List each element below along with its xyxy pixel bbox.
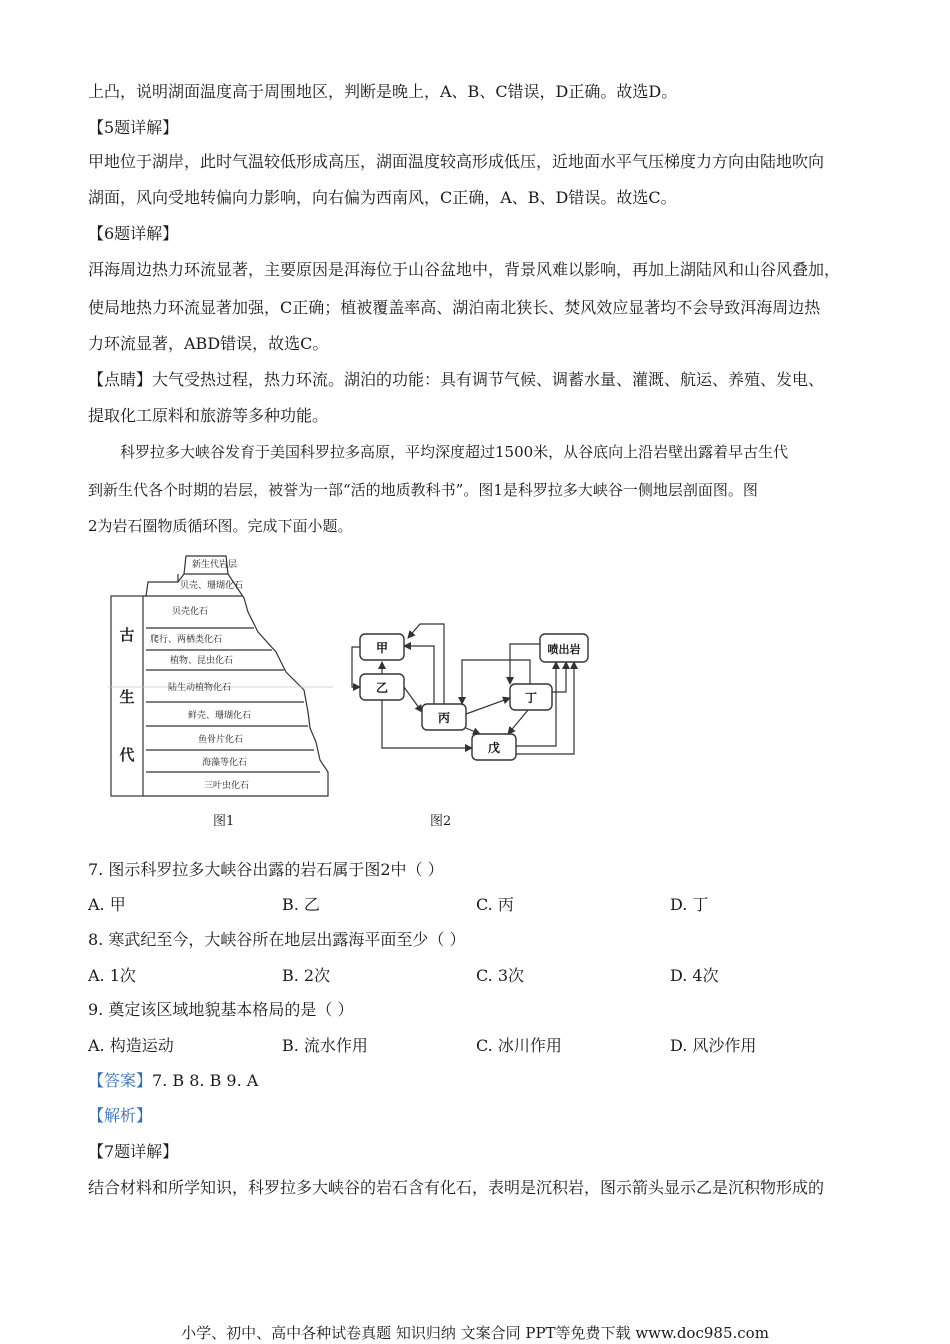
- label-yi: 乙: [375, 681, 389, 695]
- q9-option-a: A. 构造运动: [88, 1036, 174, 1055]
- q7-option-c: C. 丙: [476, 895, 514, 914]
- q7-option-a: A. 甲: [88, 895, 126, 914]
- layer-label: 爬行、两栖类化石: [150, 635, 223, 645]
- text-line-7: 使局地热力环流显著加强，C正确；植被覆盖率高、湖泊南北狭长、焚风效应显著均不会导致洱海周边热: [88, 298, 821, 317]
- text-line-10: 提取化工原料和旅游等多种功能。: [88, 406, 329, 425]
- q9-option-c: C. 冰川作用: [476, 1036, 562, 1055]
- figure1-caption: 图1: [213, 814, 235, 829]
- question-9-stem: 9. 奠定该区域地貌基本格局的是（ ）: [88, 1000, 354, 1019]
- layer-label: 植物、昆虫化石: [170, 656, 234, 666]
- q9-option-b: B. 流水作用: [282, 1036, 368, 1055]
- era-char-2: 生: [119, 688, 135, 706]
- era-char-3: 代: [119, 746, 135, 764]
- q8-option-d: D. 4次: [670, 966, 719, 985]
- heading-q6-detail: 【6题详解】: [88, 224, 179, 243]
- era-char-1: 古: [119, 626, 135, 644]
- passage-line-3: 2为岩石圈物质循环图。完成下面小题。: [88, 517, 353, 535]
- q7-option-b: B. 乙: [282, 895, 320, 914]
- text-last-line: 结合材料和所学知识，科罗拉多大峡谷的岩石含有化石，表明是沉积岩，图示箭头显示乙是沉积物形成的: [88, 1178, 825, 1197]
- label-bing: 丙: [437, 711, 451, 725]
- q9-option-d: D. 风沙作用: [670, 1036, 757, 1055]
- q7-option-d: D. 丁: [670, 895, 709, 914]
- answer-label: 【答案】: [88, 1071, 153, 1090]
- figure2-caption: 图2: [430, 814, 452, 829]
- layer-label: 贝壳化石: [172, 607, 209, 617]
- label-penchu: 喷出岩: [547, 643, 581, 656]
- layer-label: 鱼骨片化石: [198, 735, 244, 745]
- answer-line: [88, 1071, 258, 1091]
- label-wu: 戊: [487, 741, 501, 755]
- text-line-9: 【点睛】大气受热过程，热力环流。湖泊的功能：具有调节气候、调蓄水量、灌溉、航运、养殖、发电、: [88, 370, 825, 389]
- label-ding: 丁: [524, 691, 538, 705]
- question-7-stem: 7. 图示科罗拉多大峡谷出露的岩石属于图2中（ ）: [88, 860, 444, 879]
- layer-label: 贝壳、珊瑚化石: [180, 581, 244, 591]
- answer-text: 7. B 8. B 9. A: [152, 1071, 259, 1090]
- text-line-8: 力环流显著，ABD错误，故选C。: [88, 334, 329, 353]
- label-jia: 甲: [375, 641, 389, 655]
- q8-option-c: C. 3次: [476, 966, 525, 985]
- q8-option-a: A. 1次: [88, 966, 136, 985]
- q8-option-b: B. 2次: [282, 966, 331, 985]
- text-line-3: 甲地位于湖岸，此时气温较低形成高压，湖面温度较高形成低压，近地面水平气压梯度力方向由陆地吹向: [88, 152, 825, 171]
- heading-q7-detail: 【7题详解】: [88, 1142, 179, 1161]
- layer-label: 陆生动植物化石: [168, 683, 232, 693]
- text-line-4: 湖面，风向受地转偏向力影响，向右偏为西南风，C正确，A、B、D错误。故选C。: [88, 188, 677, 207]
- analysis-heading: 【解析】: [88, 1106, 153, 1125]
- layer-label: 新生代岩层: [192, 560, 238, 570]
- figure1-strata-profile: [108, 552, 333, 800]
- layer-label: 海藻等化石: [202, 758, 248, 768]
- figure2-rock-cycle: [350, 620, 600, 770]
- layer-label: 鲜壳、珊瑚化石: [188, 711, 252, 721]
- heading-q5-detail: 【5题详解】: [88, 118, 179, 137]
- page-footer: 小学、初中、高中各种试卷真题 知识归纳 文案合同 PPT等免费下载 www.doc985.com: [181, 1324, 769, 1342]
- layer-label: 三叶虫化石: [204, 781, 250, 791]
- text-line-1: 上凸，说明湖面温度高于周围地区，判断是晚上，A、B、C错误，D正确。故选D。: [88, 82, 678, 101]
- question-8-stem: 8. 寒武纪至今，大峡谷所在地层出露海平面至少（ ）: [88, 930, 466, 949]
- text-line-6: 洱海周边热力环流显著，主要原因是洱海位于山谷盆地中，背景风难以影响，再加上湖陆风和山谷风叠加，: [88, 260, 841, 279]
- passage-line-2: 到新生代各个时期的岩层，被誉为一部“活的地质教科书”。图1是科罗拉多大峡谷一侧地层剖面图。图: [88, 481, 758, 499]
- passage-line-1: 科罗拉多大峡谷发育于美国科罗拉多高原，平均深度超过1500米，从谷底向上沿岩壁出露着早古生代: [120, 443, 789, 461]
